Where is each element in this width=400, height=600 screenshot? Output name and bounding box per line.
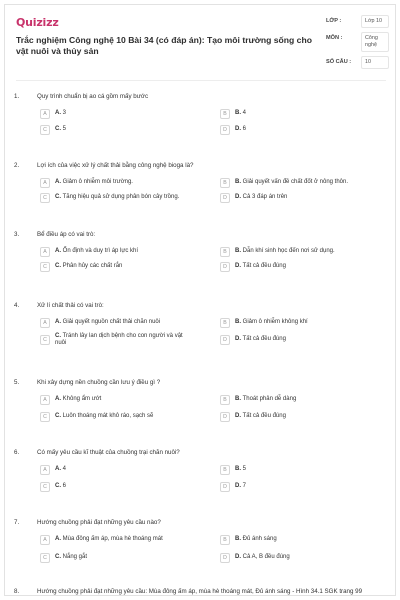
option-label: A. — [55, 248, 61, 255]
option-value: Giải quyết nguồn chất thải chăn nuôi — [62, 319, 161, 326]
option-label: B. — [235, 110, 241, 117]
option-text — [55, 194, 190, 201]
mon-label: MÔN : — [326, 35, 343, 41]
option-letter-box: A — [40, 535, 50, 545]
option-text — [235, 336, 370, 343]
question-number: 6. — [14, 449, 20, 456]
answer-option[interactable] — [220, 534, 370, 546]
option-value: 4 — [62, 466, 67, 473]
option-text — [235, 126, 370, 133]
option-value: 4 — [242, 110, 247, 117]
option-letter-box: A — [40, 465, 50, 475]
question-text: Lợi ích của việc xử lý chất thải bằng công nghệ bioga là? — [37, 162, 194, 169]
answer-option[interactable] — [220, 246, 370, 258]
option-text — [55, 413, 190, 420]
answer-option[interactable] — [40, 481, 190, 493]
option-label: B. — [235, 536, 241, 543]
option-label: C. — [55, 263, 61, 270]
worksheet-title: Trắc nghiệm Công nghệ 10 Bài 34 (có đáp án): Tạo môi trường sống cho vật nuôi và thủy sản — [16, 35, 312, 56]
option-text — [55, 126, 190, 133]
answer-option[interactable] — [40, 534, 190, 546]
option-letter-box: C — [40, 553, 50, 563]
option-text — [55, 319, 190, 326]
option-letter-box: B — [220, 535, 230, 545]
option-value: Mùa đông ấm áp, mùa hè thoáng mát — [62, 536, 163, 543]
socau-value: 10 — [361, 56, 389, 69]
option-value: 6 — [62, 483, 67, 490]
question-text: Quy trình chuẩn bị ao cá gồm mấy bước — [37, 93, 149, 100]
answer-option[interactable] — [220, 108, 370, 120]
answer-option[interactable] — [220, 261, 370, 273]
option-label: D. — [235, 194, 241, 201]
question-number: 3. — [14, 231, 20, 238]
header-divider — [16, 80, 386, 81]
option-value: Giảm ô nhiễm môi trường. — [62, 179, 133, 186]
question-text: Có mấy yêu cầu kĩ thuật của chuồng trại chăn nuôi? — [37, 449, 180, 456]
option-letter-box: A — [40, 109, 50, 119]
option-letter-box: C — [40, 335, 50, 345]
option-label: D. — [235, 336, 241, 343]
option-letter-box: C — [40, 412, 50, 422]
option-text — [55, 110, 190, 117]
option-text — [55, 466, 190, 473]
option-text — [55, 554, 190, 561]
option-value: Luôn thoáng mát khô ráo, sạch sẽ — [62, 413, 154, 420]
option-letter-box: A — [40, 178, 50, 188]
option-value: Tất cả đều đúng — [242, 413, 286, 420]
option-letter-box: B — [220, 395, 230, 405]
question-number: 1. — [14, 93, 20, 100]
answer-option[interactable] — [220, 177, 370, 189]
option-text — [55, 396, 190, 403]
option-letter-box: A — [40, 318, 50, 328]
question-number: 4. — [14, 302, 20, 309]
option-label: C. — [55, 413, 61, 420]
option-label: D. — [235, 263, 241, 270]
option-value: 5 — [62, 126, 67, 133]
option-text — [55, 333, 190, 348]
question-text: Bể điều áp có vai trò: — [37, 231, 96, 238]
option-letter-box: B — [220, 109, 230, 119]
option-value: 5 — [242, 466, 247, 473]
option-text — [235, 179, 370, 186]
option-label: A. — [55, 319, 61, 326]
option-text — [235, 319, 370, 326]
option-value: 3 — [62, 110, 67, 117]
question-number: 7. — [14, 519, 20, 526]
answer-option[interactable] — [220, 394, 370, 406]
answer-option[interactable] — [40, 334, 190, 346]
answer-option[interactable] — [220, 317, 370, 329]
option-text — [235, 194, 370, 201]
option-label: A. — [55, 179, 61, 186]
option-text — [55, 483, 190, 490]
socau-label: SỐ CÂU : — [326, 59, 352, 65]
option-text — [55, 263, 190, 270]
option-text — [235, 110, 370, 117]
option-label: C. — [55, 126, 61, 133]
question-text: Khi xây dựng nền chuồng cần lưu ý điều gì ? — [37, 379, 161, 386]
question-number: 5. — [14, 379, 20, 386]
option-letter-box: D — [220, 553, 230, 563]
option-label: D. — [235, 126, 241, 133]
option-label: A. — [55, 466, 61, 473]
answer-option[interactable] — [40, 124, 190, 136]
option-label: D. — [235, 554, 241, 561]
option-value: Tất cả đều đúng — [242, 263, 286, 270]
option-label: A. — [55, 536, 61, 543]
option-letter-box: D — [220, 193, 230, 203]
option-label: B. — [235, 466, 241, 473]
option-text — [235, 483, 370, 490]
option-letter-box: D — [220, 125, 230, 135]
lop-label: LỚP : — [326, 18, 342, 24]
answer-option[interactable] — [40, 177, 190, 189]
question-text: Hướng chuồng phải đạt những yêu cầu: Mùa đông ấm áp, mùa hè thoáng mát, Đủ ánh sáng - Hình 34.1 SGK trang 99 — [37, 588, 363, 595]
option-value: Dẫn khí sinh học đến nơi sử dụng. — [242, 248, 335, 255]
option-text — [235, 396, 370, 403]
option-value: Cả A, B đều đúng — [242, 554, 290, 561]
answer-option[interactable] — [40, 246, 190, 258]
question-text: Xử lí chất thải có vai trò: — [37, 302, 104, 309]
option-value: Cả 3 đáp án trên — [242, 194, 288, 201]
option-letter-box: C — [40, 193, 50, 203]
option-label: C. — [55, 194, 61, 201]
option-value: 7 — [242, 483, 247, 490]
answer-option[interactable] — [40, 411, 190, 423]
answer-option[interactable] — [40, 317, 190, 329]
answer-option[interactable] — [40, 261, 190, 273]
option-letter-box: D — [220, 262, 230, 272]
question-number: 8. — [14, 588, 20, 595]
option-label: A. — [55, 110, 61, 117]
option-letter-box: B — [220, 247, 230, 257]
option-text — [235, 248, 370, 255]
answer-option[interactable] — [220, 192, 370, 204]
mon-value: Công nghệ — [361, 32, 389, 52]
question-number: 2. — [14, 162, 20, 169]
option-text — [235, 466, 370, 473]
option-label: D. — [235, 483, 241, 490]
option-text — [55, 179, 190, 186]
option-letter-box: C — [40, 482, 50, 492]
answer-option[interactable] — [220, 464, 370, 476]
option-label: C. — [55, 332, 61, 339]
option-value: 6 — [242, 126, 247, 133]
option-letter-box: D — [220, 482, 230, 492]
option-text — [235, 413, 370, 420]
option-text — [55, 536, 190, 543]
option-label: D. — [235, 413, 241, 420]
option-value: Nắng gắt — [62, 554, 88, 561]
option-value: Giải quyết vấn đề chất đốt ở nông thôn. — [242, 179, 349, 186]
answer-option[interactable] — [40, 552, 190, 564]
answer-option[interactable] — [220, 334, 370, 346]
answer-option[interactable] — [220, 411, 370, 423]
question-text: Hướng chuồng phải đạt những yêu cầu nào? — [37, 519, 161, 526]
option-text — [55, 248, 190, 255]
option-value: Không ẩm ướt — [62, 396, 102, 403]
answer-option[interactable] — [40, 108, 190, 120]
option-letter-box: C — [40, 125, 50, 135]
answer-option[interactable] — [220, 124, 370, 136]
option-value: Tất cả đều đúng — [242, 336, 286, 343]
option-letter-box: B — [220, 318, 230, 328]
quizizz-logo[interactable]: Quizizz — [16, 16, 59, 29]
answer-option[interactable] — [220, 552, 370, 564]
option-letter-box: D — [220, 335, 230, 345]
option-label: C. — [55, 483, 61, 490]
option-label: B. — [235, 248, 241, 255]
answer-option[interactable] — [220, 481, 370, 493]
answer-option[interactable] — [40, 192, 190, 204]
option-letter-box: A — [40, 395, 50, 405]
option-text — [235, 263, 370, 270]
option-letter-box: A — [40, 247, 50, 257]
option-value: Giảm ô nhiễm không khí — [242, 319, 308, 326]
option-letter-box: B — [220, 178, 230, 188]
option-value: Phân hủy các chất rắn — [62, 263, 123, 270]
option-value: Đủ ánh sáng — [242, 536, 277, 543]
worksheet-page — [4, 4, 396, 596]
option-value: Tránh lây lan dịch bệnh cho con người và vật nuôi — [55, 332, 183, 346]
option-letter-box: C — [40, 262, 50, 272]
option-value: Ổn định và duy trì áp lực khí — [62, 248, 139, 255]
option-letter-box: B — [220, 465, 230, 475]
option-label: B. — [235, 179, 241, 186]
option-letter-box: D — [220, 412, 230, 422]
answer-option[interactable] — [40, 394, 190, 406]
option-label: C. — [55, 554, 61, 561]
lop-value: Lớp 10 — [361, 15, 389, 28]
answer-option[interactable] — [40, 464, 190, 476]
option-text — [235, 554, 370, 561]
option-value: Thoát phân dễ dàng — [242, 396, 297, 403]
option-label: B. — [235, 319, 241, 326]
option-label: A. — [55, 396, 61, 403]
option-label: B. — [235, 396, 241, 403]
option-text — [235, 536, 370, 543]
option-value: Tăng hiệu quả sử dụng phân bón cây trồng. — [62, 194, 180, 201]
